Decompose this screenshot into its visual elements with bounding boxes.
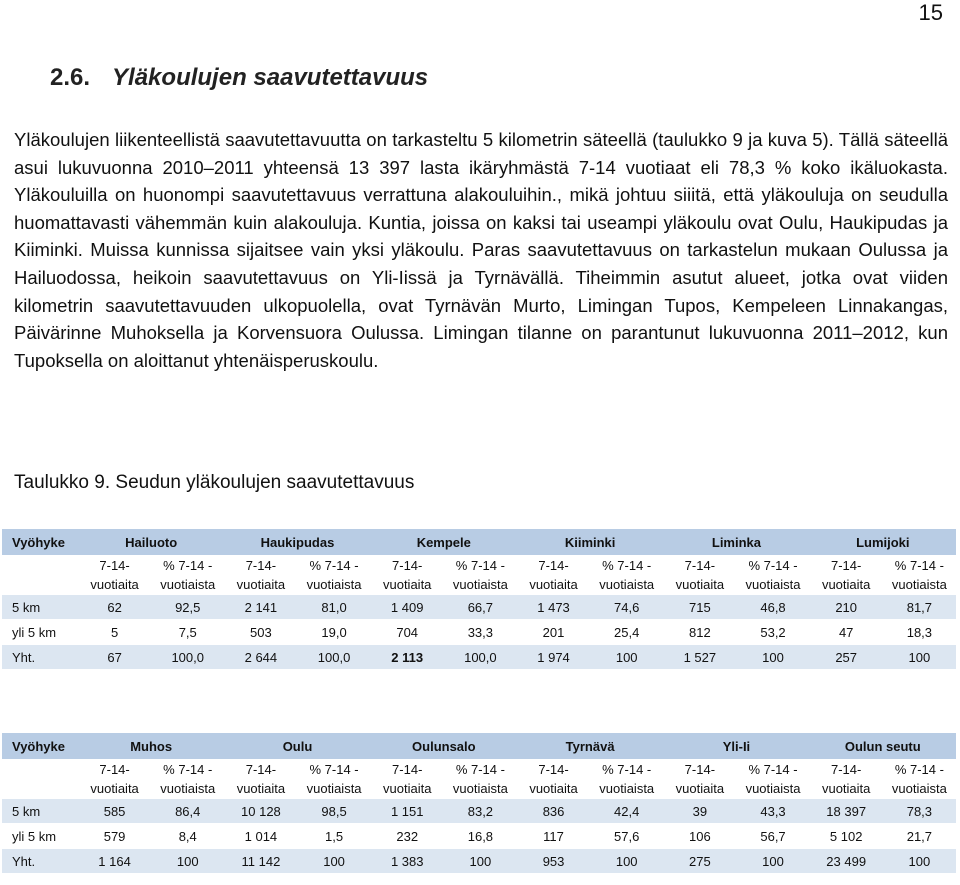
table-cell: 579: [78, 824, 151, 849]
count-header: 7-14- vuotiaita: [236, 762, 286, 796]
table-cell: 100: [736, 849, 809, 874]
count-header: 7-14- vuotiaita: [821, 762, 871, 796]
table-cell: 2 141: [224, 595, 297, 620]
count-header: 7-14- vuotiaita: [529, 762, 578, 796]
municipality-header: Oulu: [224, 733, 370, 759]
table-cell: 66,7: [444, 595, 517, 620]
table-cell: 100,0: [297, 645, 370, 670]
table-cell: 21,7: [883, 824, 956, 849]
table-cell: 812: [663, 620, 736, 645]
municipality-header: Kempele: [371, 529, 517, 555]
table-cell: 100,0: [444, 645, 517, 670]
percent-header: % 7-14 - vuotiaista: [891, 558, 947, 592]
table-cell: 100,0: [151, 645, 224, 670]
table-cell: 25,4: [590, 620, 663, 645]
table-cell: 1 151: [371, 799, 444, 824]
percent-header: % 7-14 - vuotiaista: [452, 558, 508, 592]
table-cell: 1 527: [663, 645, 736, 670]
percent-header: % 7-14 - vuotiaista: [745, 762, 801, 796]
count-header: 7-14- vuotiaita: [529, 558, 578, 592]
page-number: 15: [918, 0, 943, 25]
empty-cell: [2, 555, 78, 595]
table-cell: 100: [883, 645, 956, 670]
percent-header: % 7-14 - vuotiaista: [452, 762, 508, 796]
table-cell: 100: [590, 645, 663, 670]
table-row: [2, 824, 956, 849]
table-cell: 23 499: [810, 849, 883, 874]
table-cell: 56,7: [736, 824, 809, 849]
table-cell: 7,5: [151, 620, 224, 645]
section-title: Yläkoulujen saavutettavuus: [112, 64, 429, 91]
table-row: [2, 849, 956, 874]
table-cell: 86,4: [151, 799, 224, 824]
table-cell: 1 383: [371, 849, 444, 874]
table-cell: 92,5: [151, 595, 224, 620]
table-cell: 100: [151, 849, 224, 874]
table-cell: 81,0: [297, 595, 370, 620]
empty-cell: [2, 759, 78, 799]
count-header: 7-14- vuotiaita: [236, 558, 286, 592]
table-cell: 46,8: [736, 595, 809, 620]
table-cell: 8,4: [151, 824, 224, 849]
percent-header: % 7-14 - vuotiaista: [745, 558, 801, 592]
table-cell: 117: [517, 824, 590, 849]
zone-label: yli 5 km: [2, 824, 78, 849]
table-cell: 836: [517, 799, 590, 824]
table-cell: 1 473: [517, 595, 590, 620]
percent-header: % 7-14 - vuotiaista: [306, 762, 362, 796]
header-row: [2, 733, 956, 759]
table-cell: 1 409: [371, 595, 444, 620]
municipality-header: Oulun seutu: [810, 733, 956, 759]
table-cell: 39: [663, 799, 736, 824]
table-cell: 715: [663, 595, 736, 620]
table-cell: 18,3: [883, 620, 956, 645]
table-cell: 1,5: [297, 824, 370, 849]
table-cell: 67: [78, 645, 151, 670]
table-cell: 585: [78, 799, 151, 824]
zone-label: 5 km: [2, 799, 78, 824]
zone-label: Yht.: [2, 645, 78, 670]
percent-header: % 7-14 - vuotiaista: [160, 762, 216, 796]
table-cell: 74,6: [590, 595, 663, 620]
municipality-header: Liminka: [663, 529, 809, 555]
table-cell: 42,4: [590, 799, 663, 824]
table-cell: 18 397: [810, 799, 883, 824]
municipality-header: Yli-Ii: [663, 733, 809, 759]
subheader-row: [2, 759, 956, 799]
section-heading: [50, 64, 428, 92]
table-cell: 100: [736, 645, 809, 670]
table-cell: 5: [78, 620, 151, 645]
table-cell: 5 102: [810, 824, 883, 849]
subheader-row: [2, 555, 956, 595]
table-cell: 19,0: [297, 620, 370, 645]
zone-header: Vyöhyke: [2, 529, 78, 555]
zone-label: 5 km: [2, 595, 78, 620]
municipality-header: Kiiminki: [517, 529, 663, 555]
municipality-header: Haukipudas: [224, 529, 370, 555]
count-header: 7-14- vuotiaita: [821, 558, 871, 592]
table-row: [2, 645, 956, 670]
table-row: [2, 799, 956, 824]
table-row: [2, 595, 956, 620]
percent-header: % 7-14 - vuotiaista: [599, 558, 655, 592]
table-cell: 62: [78, 595, 151, 620]
header-row: [2, 529, 956, 555]
municipality-header: Oulunsalo: [371, 733, 517, 759]
table-cell: 210: [810, 595, 883, 620]
zone-header: Vyöhyke: [2, 733, 78, 759]
table-cell: 100: [883, 849, 956, 874]
table-cell: 100: [297, 849, 370, 874]
table-cell: 1 974: [517, 645, 590, 670]
table-cell: 11 142: [224, 849, 297, 874]
table-cell: 78,3: [883, 799, 956, 824]
percent-header: % 7-14 - vuotiaista: [160, 558, 216, 592]
table-cell: 43,3: [736, 799, 809, 824]
count-header: 7-14- vuotiaita: [675, 762, 725, 796]
municipality-header: Hailuoto: [78, 529, 224, 555]
body-paragraph: Yläkoulujen liikenteellistä saavutettavuutta on tarkasteltu 5 kilometrin säteellä (taulukko 9 ja kuva 5). Tällä säteellä asui lukuvuonna 2010–2011 yhteensä 13 397 lasta ikäryhmästä 7-14 vuotiaat eli 78,3 % koko ikäluokasta. Yläkouluilla on huonompi saavutettavuus verrattuna alakouluihin., mikä johtuu siiitä, että yläkouluja on seudulla huomattavasti vähemmän kuin alakouluja. Kuntia, joissa on kaksi tai useampi yläkoulu ovat Oulu, Haukipudas ja Kiiminki. Muissa kunnissa sijaitsee vain yksi yläkoulu. Paras saavutettavuus on tarkastelun mukaan Oulussa ja Hailuodossa, heikoin saavutettavuus on Yli-Iissä ja Tyrnävällä. Tiheimmin asutut alueet, jotka ovat viiden kilometrin saavutettavuuden ulkopuolella, ovat Tyrnävän Murto, Limingan Tupos, Kempeleen Linnakangas, Päivärinne Muhoksella ja Korvensuora Oulussa. Limingan tilanne on parantunut lukuvuonna 2011–2012, kun Tupoksella on aloittanut yhtenäisperuskoulu.: [14, 129, 948, 371]
table-cell: 953: [517, 849, 590, 874]
table-cell: 100: [590, 849, 663, 874]
table-cell: 503: [224, 620, 297, 645]
table-cell: 33,3: [444, 620, 517, 645]
table-caption: Taulukko 9. Seudun yläkoulujen saavutettavuus: [14, 472, 415, 493]
section-number: 2.6.: [50, 64, 91, 91]
table-cell: 100: [444, 849, 517, 874]
percent-header: % 7-14 - vuotiaista: [891, 762, 947, 796]
table-cell: 1 014: [224, 824, 297, 849]
table-cell: 232: [371, 824, 444, 849]
table-cell: 257: [810, 645, 883, 670]
municipality-header: Muhos: [78, 733, 224, 759]
table-cell: 201: [517, 620, 590, 645]
table-cell: 83,2: [444, 799, 517, 824]
table-cell: 1 164: [78, 849, 151, 874]
count-header: 7-14- vuotiaita: [90, 558, 139, 592]
table-cell: 98,5: [297, 799, 370, 824]
table-cell: 2 113: [371, 645, 444, 670]
accessibility-table-2: [2, 733, 956, 874]
count-header: 7-14- vuotiaita: [383, 762, 432, 796]
table-cell: 47: [810, 620, 883, 645]
table-row: [2, 620, 956, 645]
table-cell: 57,6: [590, 824, 663, 849]
count-header: 7-14- vuotiaita: [382, 558, 432, 592]
table-cell: 10 128: [224, 799, 297, 824]
percent-header: % 7-14 - vuotiaista: [306, 558, 362, 592]
count-header: 7-14- vuotiaita: [90, 762, 139, 796]
municipality-header: Lumijoki: [810, 529, 956, 555]
table-cell: 16,8: [444, 824, 517, 849]
zone-label: Yht.: [2, 849, 78, 874]
table-cell: 53,2: [736, 620, 809, 645]
table-cell: 2 644: [224, 645, 297, 670]
table-cell: 704: [371, 620, 444, 645]
accessibility-table-1: [2, 529, 956, 670]
percent-header: % 7-14 - vuotiaista: [599, 762, 655, 796]
zone-label: yli 5 km: [2, 620, 78, 645]
count-header: 7-14- vuotiaita: [675, 558, 725, 592]
table-cell: 81,7: [883, 595, 956, 620]
municipality-header: Tyrnävä: [517, 733, 663, 759]
table-cell: 275: [663, 849, 736, 874]
table-cell: 106: [663, 824, 736, 849]
